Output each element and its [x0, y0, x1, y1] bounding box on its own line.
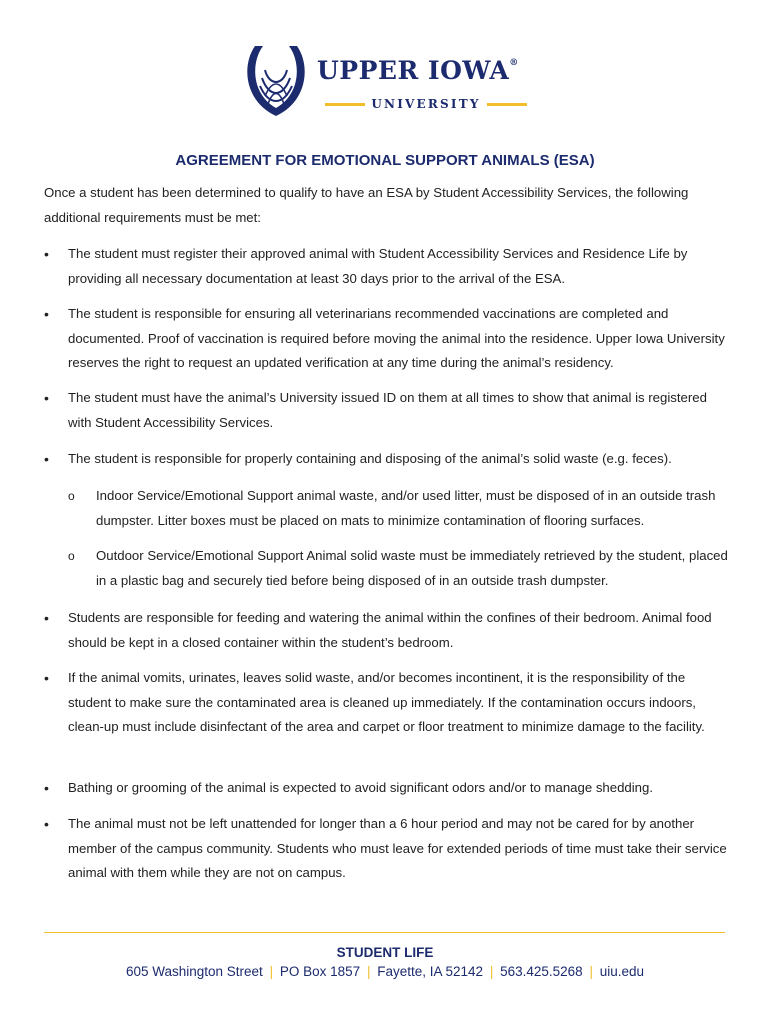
horseshoe-emblem-icon — [245, 40, 307, 120]
footer-address: 605 Washington Street — [125, 964, 263, 979]
intro-paragraph: Once a student has been determined to qualify to have an ESA by Student Accessibility Services, the following additional requirements must be met: — [44, 185, 689, 225]
document-title: AGREEMENT FOR EMOTIONAL SUPPORT ANIMALS (ESA) — [175, 152, 595, 169]
footer-separator: | — [589, 964, 593, 979]
footer-separator: | — [269, 964, 274, 979]
wordmark-subtitle-row — [325, 94, 527, 114]
footer-divider — [44, 932, 725, 933]
gold-rule-left — [325, 103, 365, 106]
footer-po-box: PO Box 1857 — [279, 964, 361, 979]
wordmark-subtitle: UNIVERSITY — [371, 97, 481, 111]
footer-website-link[interactable]: uiu.edu — [599, 964, 645, 979]
footer-department: STUDENT LIFE — [336, 945, 434, 960]
wordmark-text: UPPER IOWA — [317, 56, 510, 85]
list-item: • The student is responsible for properly containing and disposing of the animal’s solid waste (e.g. feces). — [68, 447, 732, 472]
footer-separator: | — [489, 964, 494, 979]
list-item: • The student must have the animal’s University issued ID on them at all times to show that animal is registered with Student Accessibility Services. — [68, 386, 732, 435]
list-item: • The animal must not be left unattended for longer than a 6 hour period and may not be cared for by another member of the campus community. Students who must leave for extended periods of time must take their service animal with them while they are not on campus. — [68, 812, 732, 886]
footer-phone: 563.425.5268 — [500, 964, 583, 979]
university-logo — [245, 40, 535, 120]
list-item: • The student must register their approved animal with Student Accessibility Services and Residence Life by providing all necessary documentation at least 30 days prior to the arrival of the ESA. — [68, 242, 732, 291]
list-item: • If the animal vomits, urinates, leaves solid waste, and/or becomes incontinent, it is the responsibility of the student to make sure the contaminated area is cleaned up immediately. If the contamination occurs indoors, clean-up must include disinfectant of the area and carpet or floor treatment to minimize damage to the facility. — [68, 666, 732, 740]
sub-list-item: o Outdoor Service/Emotional Support Animal solid waste must be immediately retrieved by the student, placed in a plastic bag and securely tied before being disposed of in an outside trash dumpster. — [96, 544, 728, 593]
gold-rule-right — [487, 103, 527, 106]
registered-mark: ® — [509, 58, 519, 68]
sub-list-item: o Indoor Service/Emotional Support animal waste, and/or used litter, must be disposed of in an outside trash dumpster. Litter boxes must be placed on mats to minimize contamination of flooring surfaces. — [96, 484, 728, 533]
footer-contact-line — [0, 964, 770, 979]
footer-separator: | — [366, 964, 371, 979]
list-item: • Students are responsible for feeding and watering the animal within the confines of their bedroom. Animal food should be kept in a closed container within the student’s bedroom. — [68, 606, 732, 655]
university-wordmark — [317, 56, 519, 85]
list-item: • The student is responsible for ensuring all veterinarians recommended vaccinations are completed and documented. Proof of vaccination is required before moving the animal into the residence. Upper Iowa University reserves the right to request an updated verification at any time during the animal’s residency. — [68, 302, 732, 376]
footer-city: Fayette, IA 52142 — [377, 964, 484, 979]
list-item: • Bathing or grooming of the animal is expected to avoid significant odors and/or to manage shedding. — [68, 776, 732, 801]
